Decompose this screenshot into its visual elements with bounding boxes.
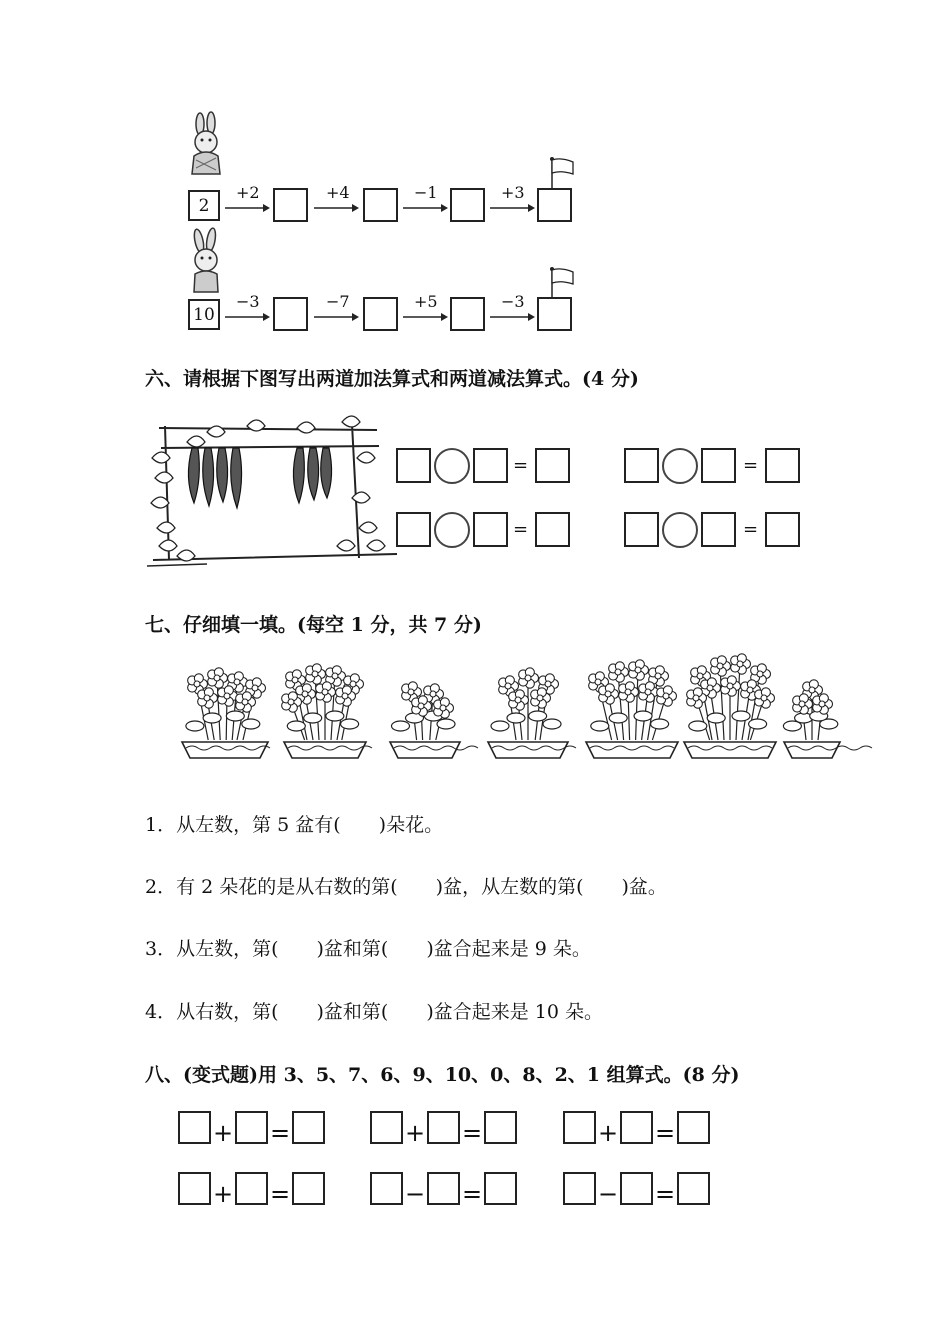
answer-box[interactable] xyxy=(235,1111,268,1144)
answer-box[interactable] xyxy=(396,448,431,483)
question-2: 2．有 2 朵花的是从右数的第( )盆，从左数的第( )盆。 xyxy=(145,876,667,898)
flower-pot-icon xyxy=(684,654,776,758)
answer-box[interactable] xyxy=(178,1111,211,1144)
operator-sign: − xyxy=(598,1180,619,1208)
flag-icon xyxy=(549,266,577,300)
operator-sign: + xyxy=(213,1119,234,1147)
flower-pot-icon xyxy=(488,668,576,758)
flower-pot-icon xyxy=(182,668,270,758)
section7-heading: 七、仔细填一填。(每空 1 分，共 7 分) xyxy=(145,614,482,636)
answer-box[interactable] xyxy=(450,297,485,331)
answer-box[interactable] xyxy=(427,1172,460,1205)
answer-box[interactable] xyxy=(473,448,508,483)
section6-heading: 六、请根据下图写出两道加法算式和两道减法算式。(4 分) xyxy=(145,368,639,390)
step-label: +3 xyxy=(501,183,525,202)
answer-box[interactable] xyxy=(292,1172,325,1205)
operator-circle[interactable] xyxy=(434,448,470,484)
start-box xyxy=(188,190,220,221)
start-box xyxy=(188,299,220,330)
answer-box[interactable] xyxy=(427,1111,460,1144)
equals-sign: = xyxy=(743,455,759,476)
answer-box[interactable] xyxy=(677,1172,710,1205)
answer-box[interactable] xyxy=(620,1172,653,1205)
answer-box[interactable] xyxy=(535,512,570,547)
step-label: +5 xyxy=(414,292,438,311)
operator-sign: + xyxy=(405,1119,426,1147)
answer-box[interactable] xyxy=(624,512,659,547)
flower-pot-icon xyxy=(586,660,678,758)
answer-box[interactable] xyxy=(701,512,736,547)
answer-box[interactable] xyxy=(765,512,800,547)
flower-pot-icon xyxy=(390,682,478,758)
arrow-icon xyxy=(314,312,359,322)
answer-box[interactable] xyxy=(563,1111,596,1144)
operator-sign: + xyxy=(598,1119,619,1147)
step-label: −1 xyxy=(414,183,438,202)
flower-pot-icon xyxy=(282,664,372,758)
answer-box[interactable] xyxy=(624,448,659,483)
equals-sign: = xyxy=(655,1119,676,1147)
equals-sign: = xyxy=(513,455,529,476)
answer-box[interactable] xyxy=(484,1172,517,1205)
start-number: 10 xyxy=(193,304,215,325)
arrow-icon xyxy=(490,203,535,213)
question-3: 3．从左数，第( )盆和第( )盆合起来是 9 朵。 xyxy=(145,938,591,960)
cucumber-trellis-illustration xyxy=(147,418,397,568)
answer-box[interactable] xyxy=(292,1111,325,1144)
answer-box[interactable] xyxy=(537,188,572,222)
operator-circle[interactable] xyxy=(662,448,698,484)
answer-box[interactable] xyxy=(535,448,570,483)
equals-sign: = xyxy=(270,1180,291,1208)
answer-box[interactable] xyxy=(537,297,572,331)
equals-sign: = xyxy=(743,519,759,540)
equals-sign: = xyxy=(655,1180,676,1208)
step-label: −7 xyxy=(326,292,350,311)
operator-circle[interactable] xyxy=(434,512,470,548)
start-number: 2 xyxy=(198,195,210,216)
flag-icon xyxy=(549,156,577,190)
arrow-icon xyxy=(225,203,270,213)
rabbit-icon xyxy=(186,228,226,296)
section8-heading: 八、(变式题)用 3、5、7、6、9、10、0、8、2、1 组算式。(8 分) xyxy=(145,1064,740,1086)
flower-pot-icon xyxy=(783,680,872,758)
answer-box[interactable] xyxy=(473,512,508,547)
arrow-icon xyxy=(403,203,448,213)
equals-sign: = xyxy=(462,1119,483,1147)
answer-box[interactable] xyxy=(273,188,308,222)
step-label: +2 xyxy=(236,183,260,202)
answer-box[interactable] xyxy=(450,188,485,222)
step-label: −3 xyxy=(236,292,260,311)
arrow-icon xyxy=(403,312,448,322)
arrow-icon xyxy=(490,312,535,322)
answer-box[interactable] xyxy=(396,512,431,547)
question-4: 4．从右数，第( )盆和第( )盆合起来是 10 朵。 xyxy=(145,1001,603,1023)
rabbit-icon xyxy=(186,112,226,180)
answer-box[interactable] xyxy=(701,448,736,483)
step-label: −3 xyxy=(501,292,525,311)
answer-box[interactable] xyxy=(765,448,800,483)
answer-box[interactable] xyxy=(235,1172,268,1205)
answer-box[interactable] xyxy=(677,1111,710,1144)
answer-box[interactable] xyxy=(363,188,398,222)
answer-box[interactable] xyxy=(370,1111,403,1144)
answer-box[interactable] xyxy=(620,1111,653,1144)
question-1: 1．从左数，第 5 盆有( )朵花。 xyxy=(145,814,444,836)
operator-sign: − xyxy=(405,1180,426,1208)
arrow-icon xyxy=(314,203,359,213)
answer-box[interactable] xyxy=(370,1172,403,1205)
operator-sign: + xyxy=(213,1180,234,1208)
answer-box[interactable] xyxy=(563,1172,596,1205)
answer-box[interactable] xyxy=(484,1111,517,1144)
operator-circle[interactable] xyxy=(662,512,698,548)
arrow-icon xyxy=(225,312,270,322)
step-label: +4 xyxy=(326,183,350,202)
answer-box[interactable] xyxy=(363,297,398,331)
answer-box[interactable] xyxy=(273,297,308,331)
equals-sign: = xyxy=(462,1180,483,1208)
flower-pots-illustration xyxy=(180,660,845,765)
equals-sign: = xyxy=(270,1119,291,1147)
equals-sign: = xyxy=(513,519,529,540)
answer-box[interactable] xyxy=(178,1172,211,1205)
